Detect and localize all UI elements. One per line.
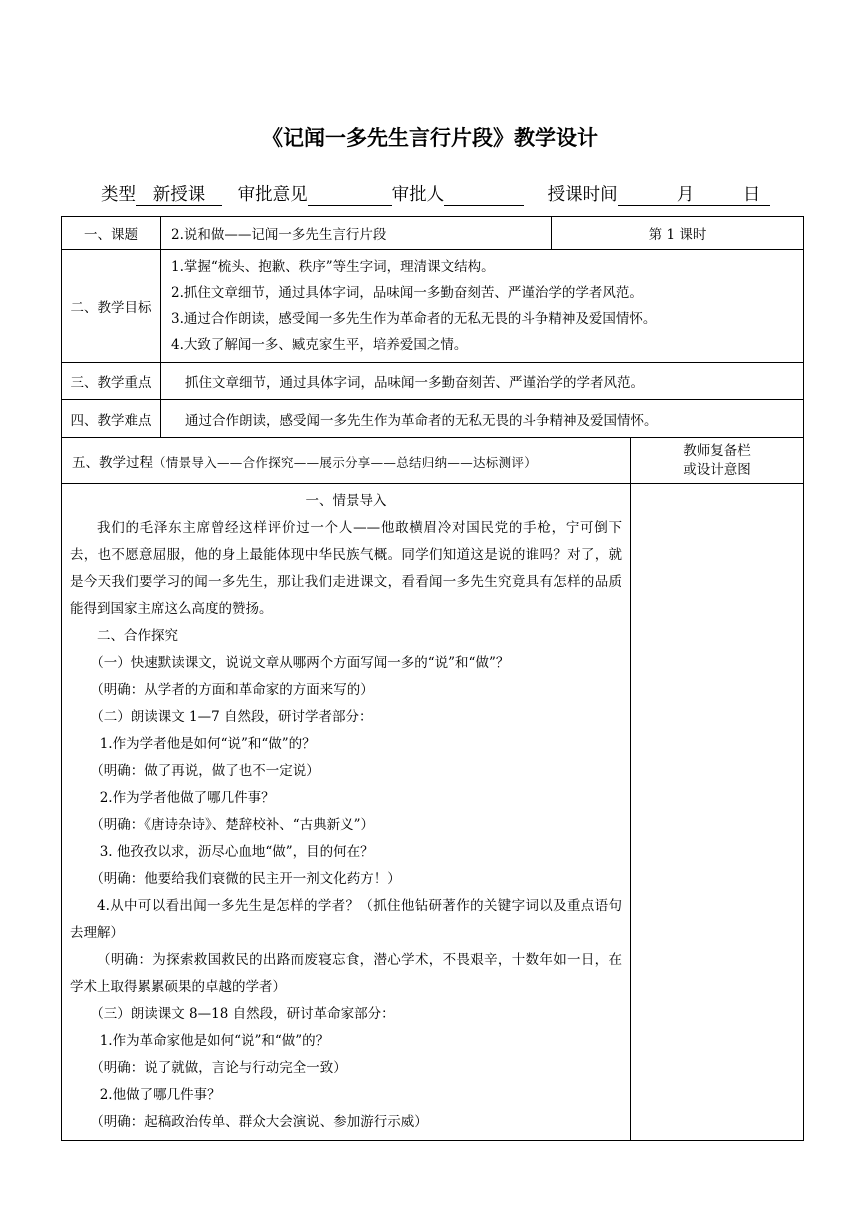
answer: （明确：他要给我们衰微的民主开一剂文化药方！） xyxy=(90,871,401,887)
process-content xyxy=(62,484,631,1141)
day-label: 日 xyxy=(742,185,761,205)
goals-list xyxy=(161,250,804,363)
process-header xyxy=(62,438,631,484)
goals-row xyxy=(62,250,804,363)
lesson-count: 第 1 课时 xyxy=(552,217,804,250)
side-line-2: 或设计意图 xyxy=(683,461,751,478)
question: 3. 他孜孜以求，沥尽心血地“做”，目的何在？ xyxy=(99,844,374,860)
question: 4.从中可以看出闻一多先生是怎样的学者？（抓住他钻研著作的关键字词以及重点语句去理解） xyxy=(70,898,622,941)
review-value xyxy=(308,205,392,206)
date-label: 授课时间 xyxy=(547,185,618,205)
answer: （明确：做了再说，做了也不一定说） xyxy=(90,763,320,779)
question: 2.作为学者他做了哪几件事？ xyxy=(99,790,275,806)
question: 1.作为革命家他是如何“说”和“做”的？ xyxy=(99,1033,330,1049)
goal-item: 4.大致了解闻一多、臧克家生平，培养爱国之情。 xyxy=(171,337,468,353)
review-label: 审批意见 xyxy=(237,185,308,205)
key-label: 三、教学重点 xyxy=(62,363,161,400)
question: 2.他做了哪几件事？ xyxy=(99,1087,221,1103)
goal-item: 3.通过合作朗读，感受闻一多先生作为革命者的无私无畏的斗争精神及爱国情怀。 xyxy=(171,311,657,327)
teacher-notes-column xyxy=(631,484,804,1141)
question: （二）朗读课文 1—7 自然段，研讨学者部分： xyxy=(90,709,373,725)
difficult-label: 四、教学难点 xyxy=(62,400,161,438)
difficult-value: 通过合作朗读，感受闻一多先生作为革命者的无私无畏的斗争精神及爱国情怀。 xyxy=(161,400,804,438)
type-value: 新授课 xyxy=(136,185,222,206)
date-month xyxy=(618,185,718,206)
goal-item: 1.掌握“梳头、抱歉、秩序”等生字词，理清课文结构。 xyxy=(171,259,495,275)
question: （一）快速默读课文，说说文章从哪两个方面写闻一多的“说”和“做”？ xyxy=(90,655,510,671)
answer: （明确：为探索救国救民的出路而废寝忘食，潜心学术，不畏艰辛，十数年如一日，在学术上取得累累硕果的卓越的学者） xyxy=(70,952,622,995)
goal-item: 2.抓住文章细节，通过具体字词，品味闻一多勤奋刻苦、严谨治学的学者风范。 xyxy=(171,285,643,301)
month-label: 月 xyxy=(676,185,695,205)
document-title: 《记闻一多先生言行片段》教学设计 xyxy=(262,126,598,150)
lesson-plan-table xyxy=(61,216,804,1141)
side-line-1: 教师复备栏 xyxy=(683,442,751,459)
topic-value: 2.说和做——记闻一多先生言行片段 xyxy=(161,217,552,250)
process-body-row xyxy=(62,484,804,1141)
teacher-column-header xyxy=(631,438,804,484)
question: （三）朗读课文 8—18 自然段，研讨革命家部分： xyxy=(90,1006,395,1022)
type-label: 类型 xyxy=(101,185,136,205)
answer: （明确：起稿政治传单、群众大会演说、参加游行示威） xyxy=(90,1114,428,1130)
process-label: 五、教学过程 xyxy=(72,454,153,471)
key-row xyxy=(62,363,804,400)
date-day xyxy=(718,185,770,206)
answer: （明确：《唐诗杂诗》、楚辞校补、“古典新义”） xyxy=(90,817,375,833)
answer: （明确：说了就做，言论与行动完全一致） xyxy=(90,1060,347,1076)
section-heading: 一、情景导入 xyxy=(305,493,387,509)
process-hint: （情景导入——合作探究——展示分享——总结归纳——达标测评） xyxy=(153,454,538,470)
topic-row xyxy=(62,217,804,250)
key-value: 抓住文章细节，通过具体字词，品味闻一多勤奋刻苦、严谨治学的学者风范。 xyxy=(161,363,804,400)
process-header-row xyxy=(62,438,804,484)
difficult-row xyxy=(62,400,804,438)
topic-label: 一、课题 xyxy=(62,217,161,250)
paragraph: 我们的毛泽东主席曾经这样评价过一个人——他敢横眉冷对国民党的手枪，宁可倒下去，也不愿意屈服，他的身上最能体现中华民族气概。同学们知道这是说的谁吗？对了，就是今天我们要学习的闻一多先生，那让我们走进课文，看看闻一多先生究竟具有怎样的品质能得到国家主席这么高度的赞扬。 xyxy=(70,520,622,617)
section-heading: 二、合作探究 xyxy=(97,628,178,644)
goals-label: 二、教学目标 xyxy=(62,250,161,363)
approver-value xyxy=(444,205,524,206)
approver-label: 审批人 xyxy=(391,185,445,205)
question: 1.作为学者他是如何“说”和“做”的？ xyxy=(99,736,316,752)
meta-line xyxy=(101,181,770,206)
answer: （明确：从学者的方面和革命家的方面来写的） xyxy=(90,682,374,698)
